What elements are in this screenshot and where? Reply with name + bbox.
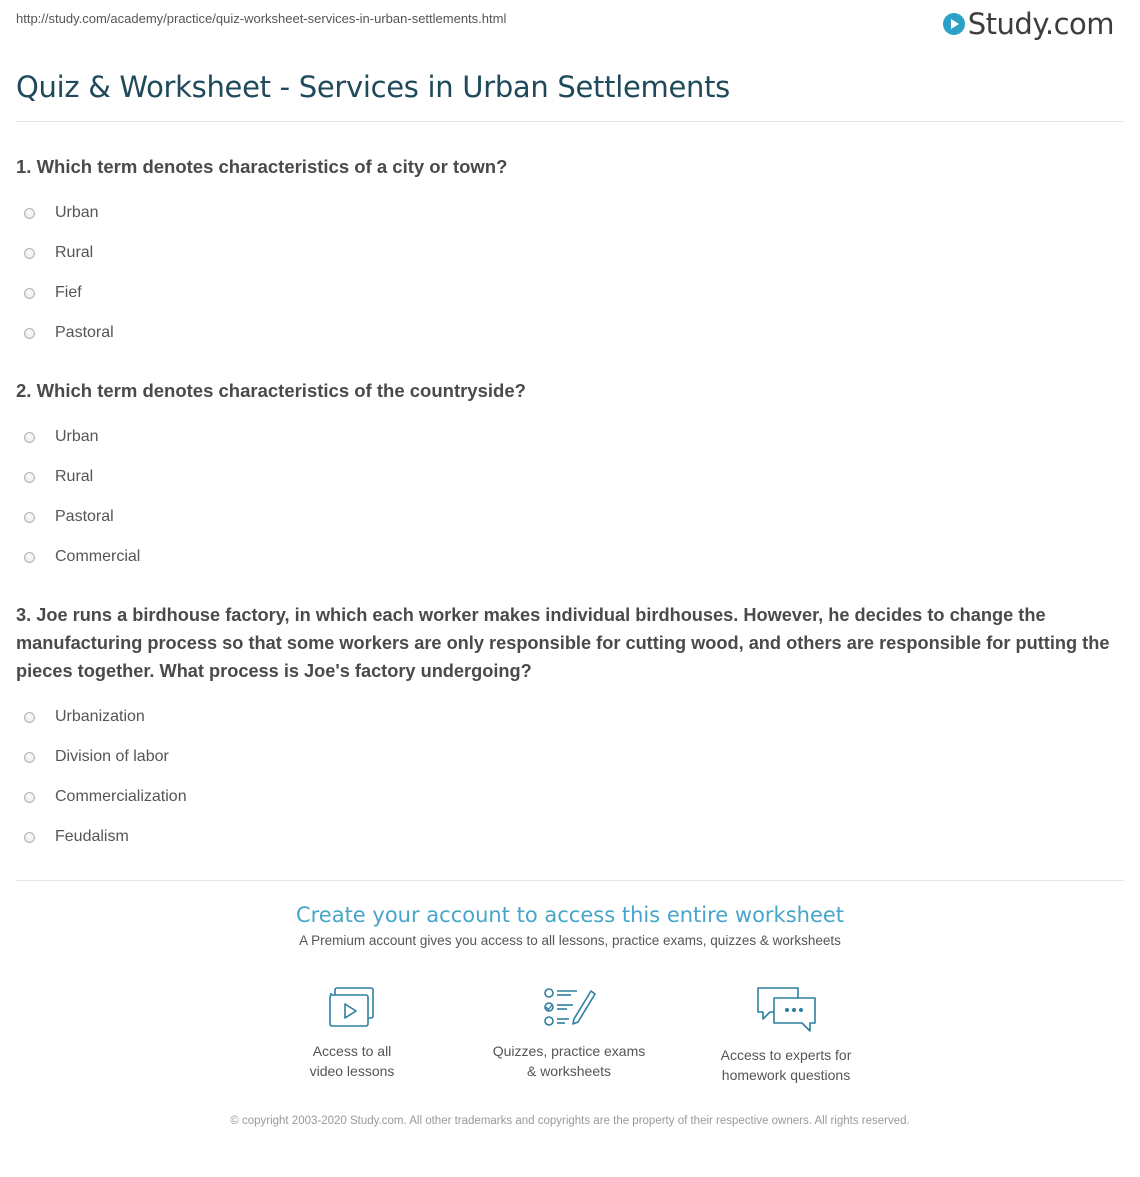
option-label: Pastoral [55, 324, 114, 341]
option-label: Urban [55, 428, 99, 445]
chat-bubbles-icon [754, 985, 818, 1035]
answer-option[interactable] [16, 193, 1116, 233]
answer-option[interactable] [16, 537, 1116, 577]
answer-option[interactable] [16, 313, 1116, 353]
feature-quizzes [469, 985, 669, 1081]
answer-option[interactable] [16, 417, 1116, 457]
feature-line-2: video lessons [309, 1063, 395, 1079]
question-text: 2. Which term denotes characteristics of the countryside? [16, 380, 526, 401]
title-divider [16, 121, 1124, 122]
radio-button[interactable] [24, 792, 35, 803]
option-label: Commercialization [55, 788, 187, 805]
page-url: http://study.com/academy/practice/quiz-worksheet-services-in-urban-settlements.html [16, 11, 507, 26]
question-text: 1. Which term denotes characteristics of a city or town? [16, 156, 508, 177]
option-label: Fief [55, 284, 82, 301]
radio-button[interactable] [24, 512, 35, 523]
radio-button[interactable] [24, 248, 35, 259]
radio-button[interactable] [24, 472, 35, 483]
question-3 [16, 601, 1116, 857]
section-divider [16, 880, 1124, 881]
answer-option[interactable] [16, 273, 1116, 313]
copyright-text: © copyright 2003-2020 Study.com. All other trademarks and copyrights are the property of their respective owners. All rights reserved. [230, 1115, 910, 1127]
question-2 [16, 377, 1116, 577]
feature-line-2: & worksheets [526, 1063, 612, 1079]
radio-button[interactable] [24, 752, 35, 763]
answer-option[interactable] [16, 817, 1116, 857]
answer-options [16, 697, 1116, 857]
option-label: Commercial [55, 548, 141, 565]
radio-button[interactable] [24, 552, 35, 563]
radio-button[interactable] [24, 288, 35, 299]
option-label: Division of labor [55, 748, 169, 765]
answer-option[interactable] [16, 233, 1116, 273]
feature-video-lessons [252, 985, 452, 1081]
answer-options [16, 417, 1116, 577]
question-1 [16, 153, 1116, 353]
study-logo[interactable] [943, 8, 1114, 40]
option-label: Rural [55, 468, 94, 485]
quiz-checklist-icon [541, 985, 597, 1031]
answer-option[interactable] [16, 737, 1116, 777]
option-label: Urban [55, 204, 99, 221]
answer-option[interactable] [16, 497, 1116, 537]
radio-button[interactable] [24, 208, 35, 219]
answer-options [16, 193, 1116, 353]
page-title: Quiz & Worksheet - Services in Urban Settlements [16, 70, 730, 104]
option-label: Feudalism [55, 828, 129, 845]
feature-label [686, 1045, 886, 1085]
option-label: Pastoral [55, 508, 114, 525]
feature-line-1: Quizzes, practice exams [492, 1043, 646, 1059]
option-label: Rural [55, 244, 94, 261]
radio-button[interactable] [24, 432, 35, 443]
feature-line-2: homework questions [721, 1067, 851, 1083]
feature-label [469, 1041, 669, 1081]
feature-label [252, 1041, 452, 1081]
logo-text: Study.com [967, 7, 1114, 41]
create-account-link[interactable]: Create your account to access this entire worksheet [295, 903, 845, 927]
feature-line-1: Access to all [312, 1043, 392, 1059]
feature-experts [686, 985, 886, 1085]
answer-option[interactable] [16, 457, 1116, 497]
premium-description: A Premium account gives you access to all lessons, practice exams, quizzes & worksheets [299, 933, 841, 948]
video-lesson-icon [326, 985, 378, 1031]
play-logo-icon [943, 13, 965, 35]
feature-line-1: Access to experts for [720, 1047, 852, 1063]
radio-button[interactable] [24, 712, 35, 723]
radio-button[interactable] [24, 328, 35, 339]
answer-option[interactable] [16, 697, 1116, 737]
answer-option[interactable] [16, 777, 1116, 817]
radio-button[interactable] [24, 832, 35, 843]
question-text: 3. Joe runs a birdhouse factory, in which each worker makes individual birdhouses. However, he decides to change the manufacturing process so that some workers are only responsible for cutting wood, and others are responsible for putting the pieces together. What process is Joe's factory undergoing? [16, 605, 1110, 681]
option-label: Urbanization [55, 708, 145, 725]
